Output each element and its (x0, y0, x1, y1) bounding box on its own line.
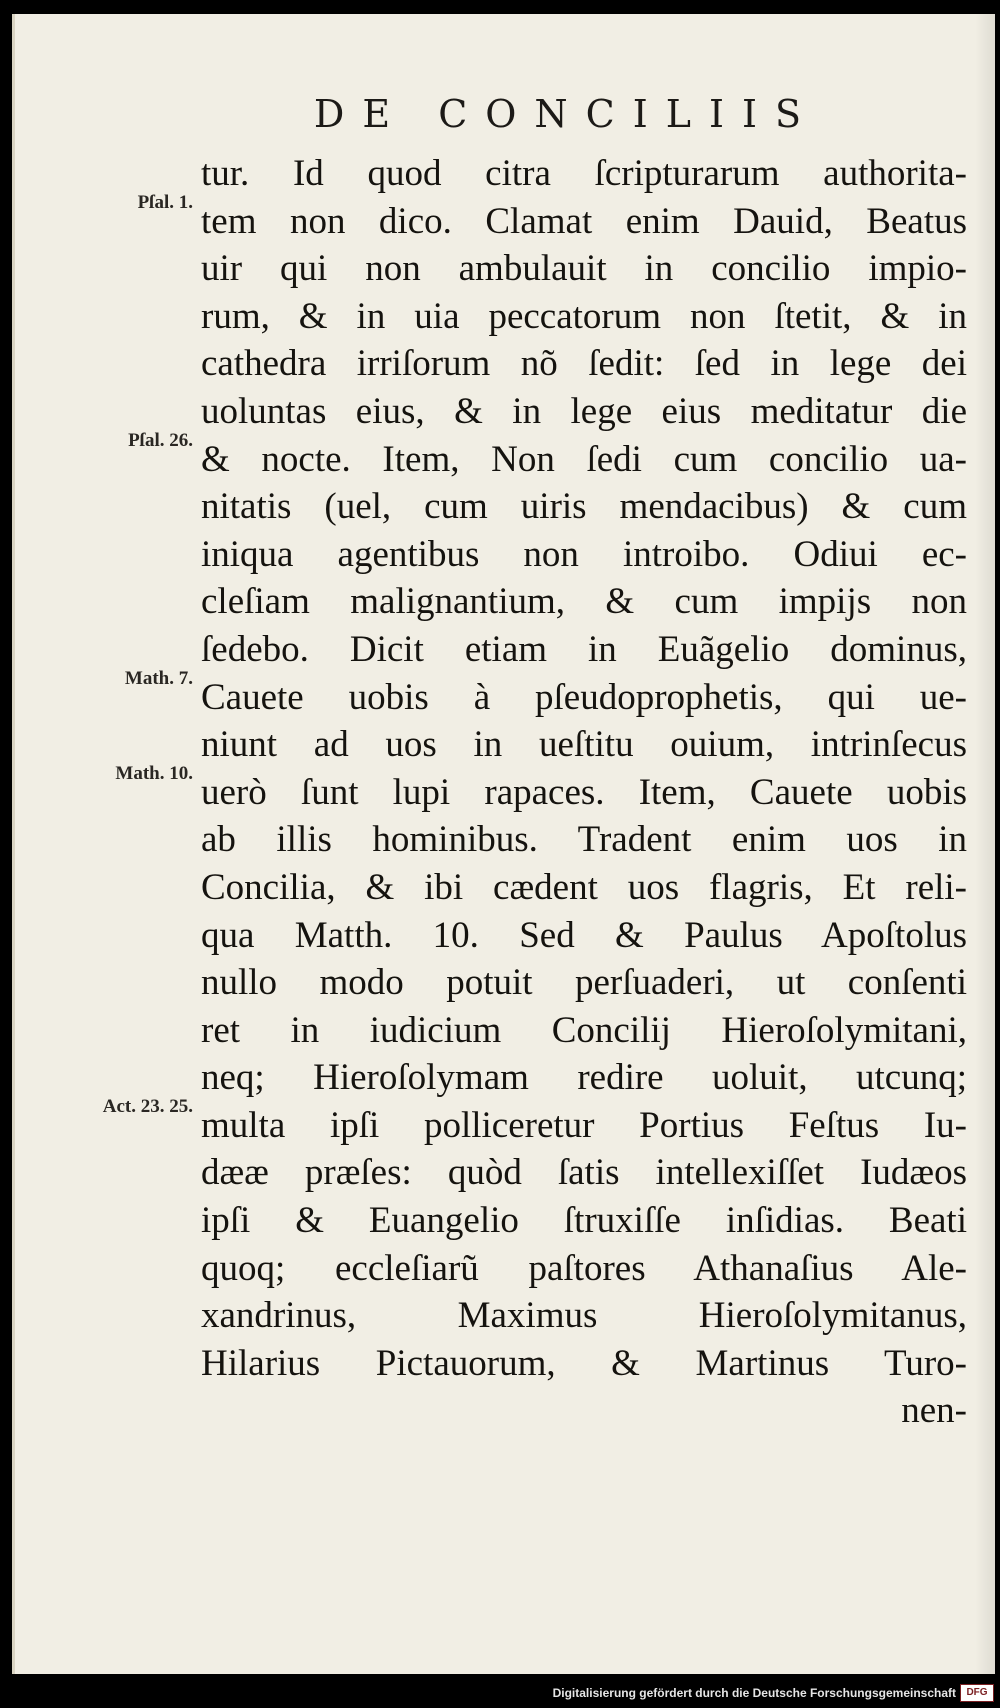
text-line: Hilarius Pictauorum, & Martinus Turo- (201, 1342, 967, 1384)
margin-note-psalm-1: Pſal. 1. (137, 192, 193, 213)
text-line: Concilia, & ibi cædent uos flagris, Et reli- (201, 866, 967, 908)
text-line: rum, & in uia peccatorum non ſtetit, & in (201, 295, 967, 337)
text-line: multa ipſi polliceretur Portius Feſtus Iu- (201, 1104, 967, 1146)
text-line: Cauete uobis à pſeudoprophetis, qui ue- (201, 676, 967, 718)
page-edge-shadow (975, 14, 995, 1674)
body-text (201, 150, 967, 1435)
text-line: quoq; eccleſiarũ paſtores Athanaſius Ale- (201, 1247, 967, 1289)
text-line: tem non dico. Clamat enim Dauid, Beatus (201, 200, 967, 242)
margin-note-acts-23-25: Act. 23. 25. (102, 1096, 193, 1117)
text-line: iniqua agentibus non introibo. Odiui ec- (201, 533, 967, 575)
text-line: & nocte. Item, Non ſedi cum concilio ua- (201, 438, 967, 480)
text-line: ſedebo. Dicit etiam in Euãgelio dominus, (201, 628, 967, 670)
running-head: DE CONCILIIS (313, 92, 820, 136)
text-line: neq; Hieroſolymam redire uoluit, utcunq; (201, 1057, 967, 1099)
margin-note-matthew-7: Math. 7. (124, 668, 193, 689)
text-line: cathedra irriſorum nõ ſedit: ſed in lege dei (201, 343, 967, 385)
text-line: cleſiam malignantium, & cum impijs non (201, 581, 967, 623)
text-line: nullo modo potuit perſuaderi, ut conſenti (201, 962, 967, 1004)
text-line: uir qui non ambulauit in concilio impio- (201, 248, 967, 290)
text-line: ab illis hominibus. Tradent enim uos in (201, 819, 967, 861)
book-page (12, 14, 995, 1674)
text-line: nitatis (uel, cum uiris mendacibus) & cum (201, 486, 967, 528)
margin-note-psalm-26: Pſal. 26. (128, 430, 193, 451)
margin-note-matthew-10: Math. 10. (115, 763, 193, 784)
text-line: dææ præſes: quòd ſatis intellexiſſet Iudæos (201, 1152, 967, 1194)
dfg-logo: DFG (960, 1684, 994, 1702)
text-line: ipſi & Euangelio ſtruxiſſe inſidias. Beati (201, 1200, 967, 1242)
footer-bar (0, 1680, 1000, 1708)
catchword: nen- (901, 1390, 967, 1432)
text-line: niunt ad uos in ueſtitu ouium, intrinſecus (201, 724, 967, 766)
text-line: uoluntas eius, & in lege eius meditatur die (201, 390, 967, 432)
text-line: tur. Id quod citra ſcripturarum authorita- (201, 153, 967, 194)
text-line: uerò ſunt lupi rapaces. Item, Cauete uobis (201, 771, 967, 813)
text-line: ret in iudicium Concilij Hieroſolymitani, (201, 1009, 967, 1051)
text-line: qua Matth. 10. Sed & Paulus Apoſtolus (201, 914, 967, 956)
funding-credit: Digitalisierung gefördert durch die Deutsche Forschungsgemeinschaft (552, 1686, 956, 1700)
text-line: xandrinus, Maximus Hieroſolymitanus, (201, 1295, 967, 1337)
